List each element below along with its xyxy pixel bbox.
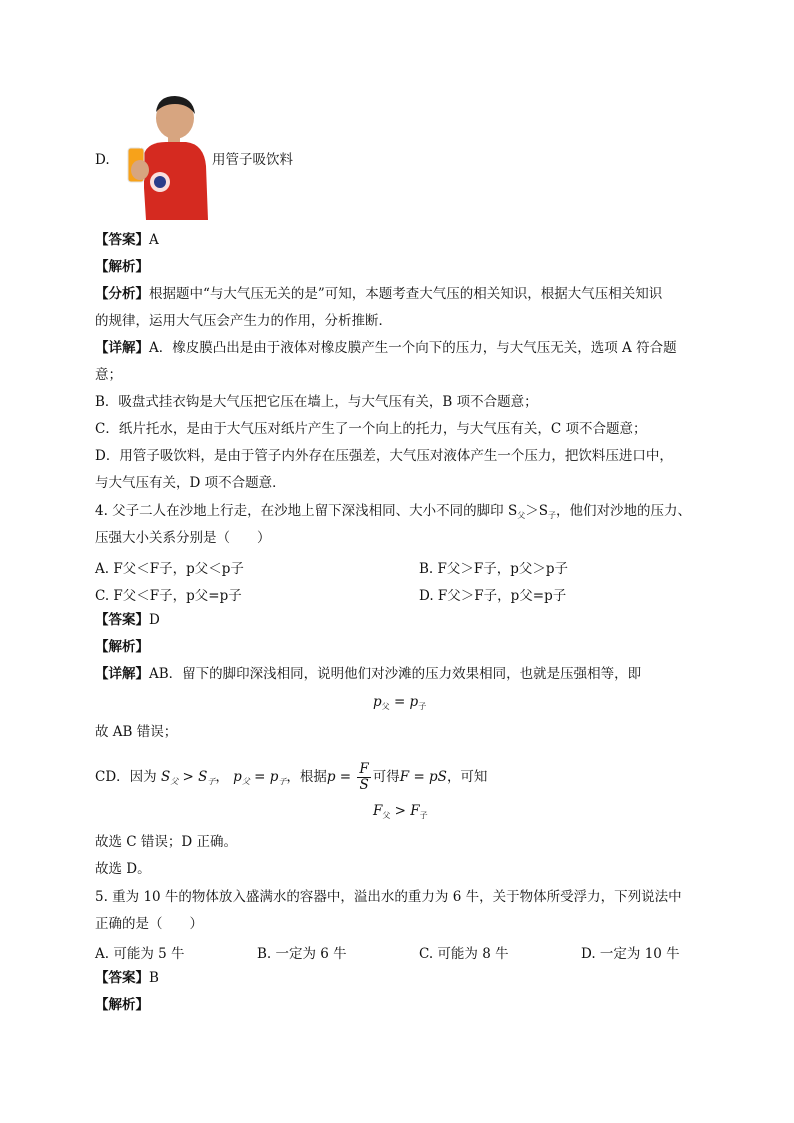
q4-xiangjie-line2: 故 AB 错误； [95, 724, 178, 740]
q4-xiangjie-line4: 故选 D。 [95, 861, 151, 877]
formula-f: F = pS [399, 769, 447, 785]
q4-answer-row [95, 611, 160, 629]
q3-xiangjie-a1 [95, 339, 677, 357]
q4-analysis-tag: 【解析】 [95, 639, 149, 655]
q5-option-c: C. 可能为 8 牛 [419, 946, 509, 962]
q4-option-b: B. F父＞F子，p父＞p子 [419, 561, 569, 577]
option-d-caption: 用管子吸饮料 [212, 152, 293, 168]
q4-stem-1c: ，他们对沙地的压力、 [555, 503, 691, 519]
p-relation: $p_父 = p_子$ [233, 769, 287, 786]
q3-xiangjie-c: C．纸片托水，是由于大气压对纸片产生了一个向上的托力，与大气压有关，C 项不合题意； [95, 421, 647, 437]
q4-option-a: A. F父＜F子，p父＜p子 [95, 561, 244, 577]
q3-fenxi-line2: 的规律，运用大气压会产生力的作用，分析推断． [95, 313, 392, 329]
q4-answer: D [149, 612, 160, 628]
q5-stem-line1: 5. 重为 10 牛的物体放入盛满水的容器中，溢出水的重力为 6 牛，关于物体所受浮力，下列说法中 [95, 889, 682, 905]
q3-analysis-tag: 【解析】 [95, 259, 149, 275]
q3-fenxi-line1 [95, 285, 662, 303]
answer-tag: 【答案】 [95, 612, 149, 628]
q4-stem-sub1: 父 [517, 511, 526, 520]
q3-xj-a1-text: A．橡皮膜凸出是由于液体对橡皮膜产生一个向下的压力，与大气压无关，选项 A 符合题 [149, 340, 677, 356]
option-d-label: D. [95, 152, 110, 168]
q4-stem-1b: ＞S [525, 503, 548, 519]
xiangjie-tag: 【详解】 [95, 666, 149, 682]
fraction-f-over-s: $\frac{F}{S}$ [359, 761, 369, 793]
q4-xj-1-text: AB．留下的脚印深浅相同，说明他们对沙滩的压力效果相同，也就是压强相等，即 [149, 666, 642, 682]
formula-p: p = [326, 769, 356, 785]
q4-option-d: D. F父＞F子，p父=p子 [419, 588, 567, 604]
q5-analysis-tag: 【解析】 [95, 997, 149, 1013]
q5-option-d: D. 一定为 10 牛 [581, 946, 680, 962]
q4-equation-force: $F_父 > F_子$ [373, 803, 428, 820]
q4-cd-text2: 可得 [372, 769, 400, 785]
q3-fenxi-text1: 根据题中“与大气压无关的是”可知，本题考查大气压的相关知识，根据大气压相关知识 [149, 286, 663, 302]
q5-answer-row [95, 969, 159, 987]
q4-option-c: C. F父＜F子，p父=p子 [95, 588, 242, 604]
q4-stem-line2: 压强大小关系分别是（ ） [95, 530, 271, 546]
boy-drinking-photo [118, 96, 208, 220]
xiangjie-tag: 【详解】 [95, 340, 149, 356]
s-relation: $S_父 > S_子$ [160, 769, 216, 786]
q4-stem-line1 [95, 502, 691, 525]
answer-tag: 【答案】 [95, 232, 149, 248]
answer-tag: 【答案】 [95, 970, 149, 986]
q5-option-b: B. 一定为 6 牛 [257, 946, 347, 962]
q4-stem-sub2: 子 [547, 511, 556, 520]
q4-cd-text3: ，可知 [446, 769, 488, 785]
q4-equation-pressure: $p_父 = p_子$ [373, 694, 427, 711]
q3-answer: A [149, 232, 159, 248]
q4-xiangjie-line3: 故选 C 错误；D 正确。 [95, 834, 238, 850]
q3-answer-row [95, 231, 159, 249]
q3-xiangjie-d1: D．用管子吸饮料，是由于管子内外存在压强差，大气压对液体产生一个压力，把饮料压进口中， [95, 448, 673, 464]
q4-cd-line: CD．因为 $S_父 > S_子$， $p_父 = p_子$，根据p = $\frac{F}{S}$ 可得F = pS，可知 [95, 761, 488, 793]
q4-xiangjie-line1 [95, 665, 641, 683]
q5-option-a: A. 可能为 5 牛 [95, 946, 185, 962]
q5-stem-line2: 正确的是（ ） [95, 916, 203, 932]
fenxi-tag: 【分析】 [95, 286, 149, 302]
q5-answer: B [149, 970, 159, 986]
q3-xiangjie-d2: 与大气压有关，D 项不合题意． [95, 475, 286, 491]
q3-xiangjie-a2: 意； [95, 367, 122, 383]
q3-xiangjie-b: B．吸盘式挂衣钩是大气压把它压在墙上，与大气压有关，B 项不合题意； [95, 394, 538, 410]
q4-stem-1a: 4. 父子二人在沙地上行走，在沙地上留下深浅相同、大小不同的脚印 S [95, 503, 518, 519]
q4-cd-text1: ，根据 [286, 769, 327, 785]
q4-cd-prefix: CD．因为 [95, 769, 157, 785]
